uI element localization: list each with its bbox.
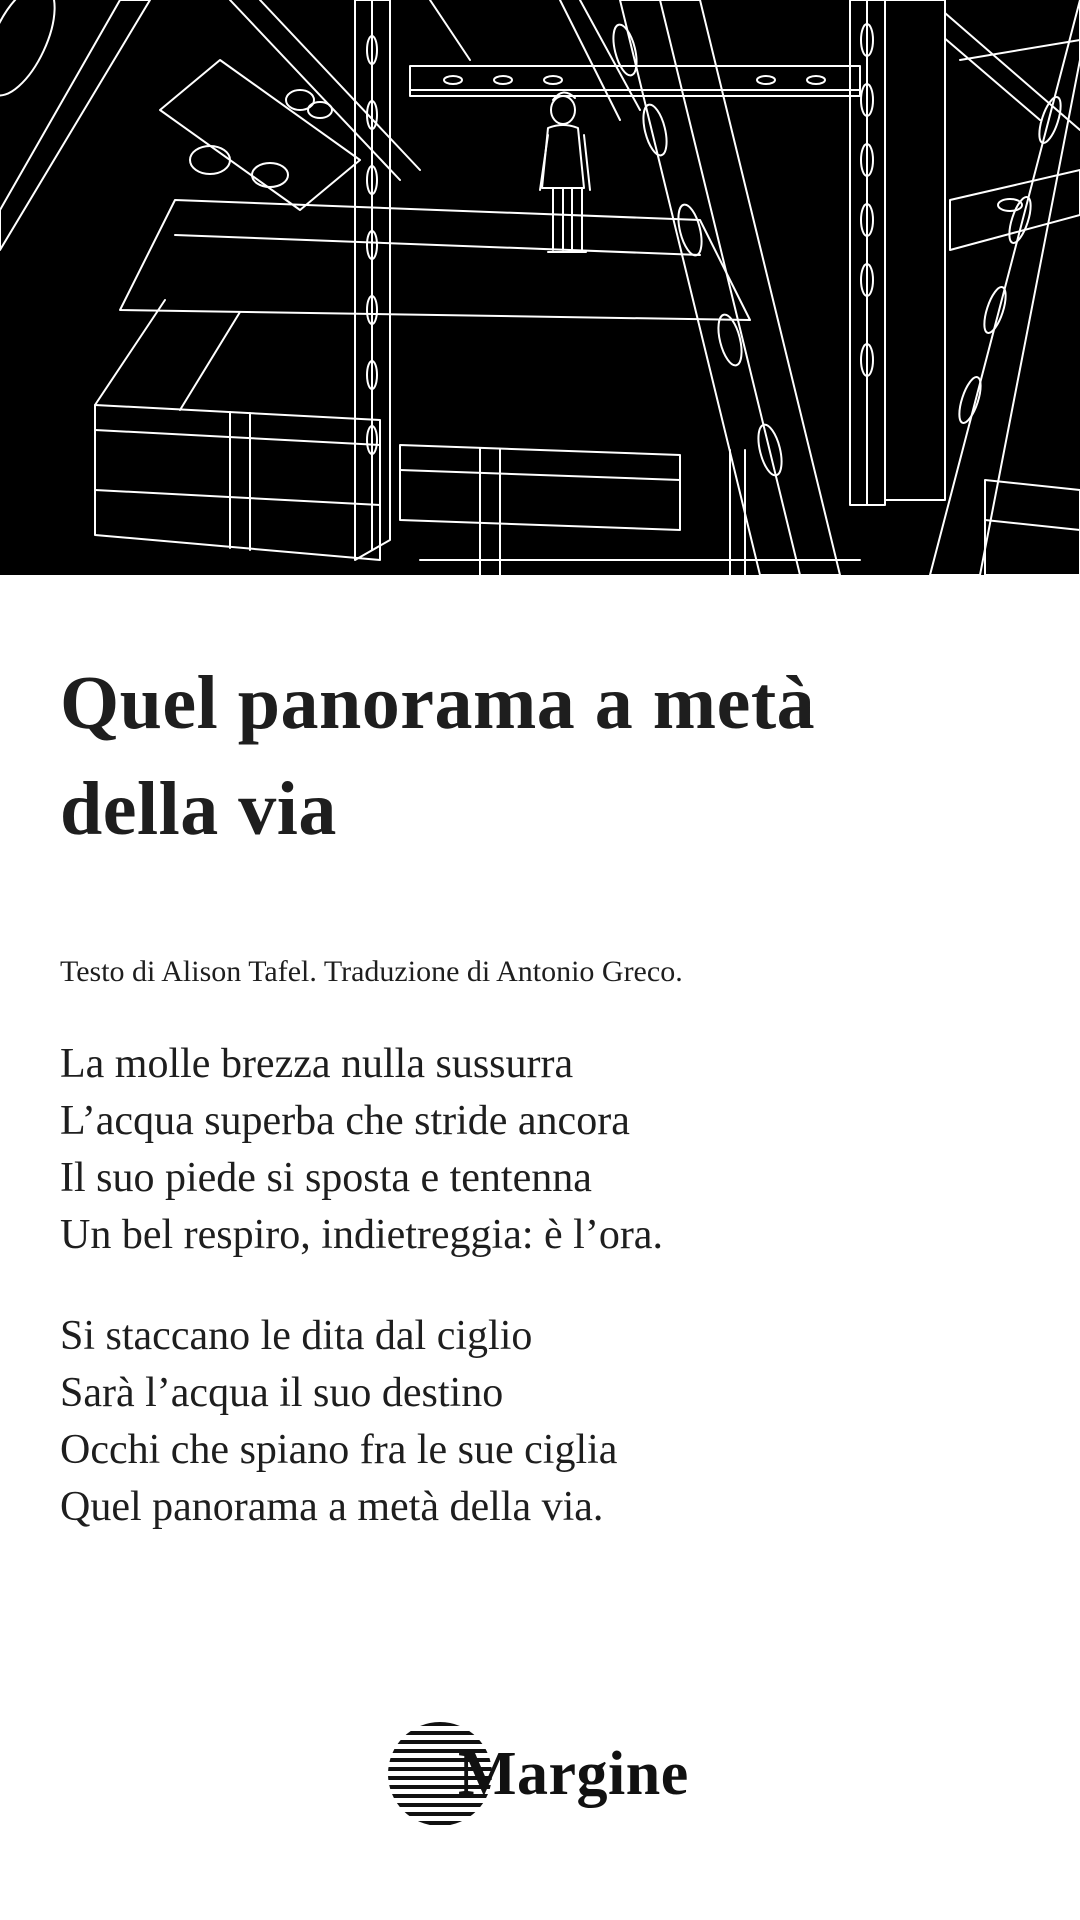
page-title	[60, 650, 1020, 862]
credits-line: Testo di Alison Tafel. Traduzione di Antonio Greco.	[60, 955, 683, 988]
title-line-2: della via	[60, 767, 337, 851]
header-illustration	[0, 0, 1080, 575]
steel-girder-illustration-icon	[0, 0, 1080, 575]
verse: La molle brezza nulla sussurra	[60, 1041, 574, 1087]
poem-stanza-2	[60, 1308, 1020, 1536]
verse: Quel panorama a metà della via.	[60, 1484, 604, 1530]
standing-figure-icon	[540, 92, 590, 252]
verse: Occhi che spiano fra le sue ciglia	[60, 1427, 618, 1473]
logo-text: Margine	[458, 1739, 689, 1808]
poem-stanza-1	[60, 1036, 1020, 1264]
verse: L’acqua superba che stride ancora	[60, 1098, 630, 1144]
verse: Un bel respiro, indietreggia: è l’ora.	[60, 1212, 663, 1258]
poem	[60, 1036, 1020, 1536]
title-line-1: Quel panorama a metà	[60, 661, 816, 745]
verse: Si staccano le dita dal ciglio	[60, 1313, 533, 1359]
article-content	[60, 650, 1020, 1536]
margine-logo	[388, 1716, 689, 1832]
verse: Il suo piede si sposta e tentenna	[60, 1155, 592, 1201]
verse: Sarà l’acqua il suo destino	[60, 1370, 504, 1416]
